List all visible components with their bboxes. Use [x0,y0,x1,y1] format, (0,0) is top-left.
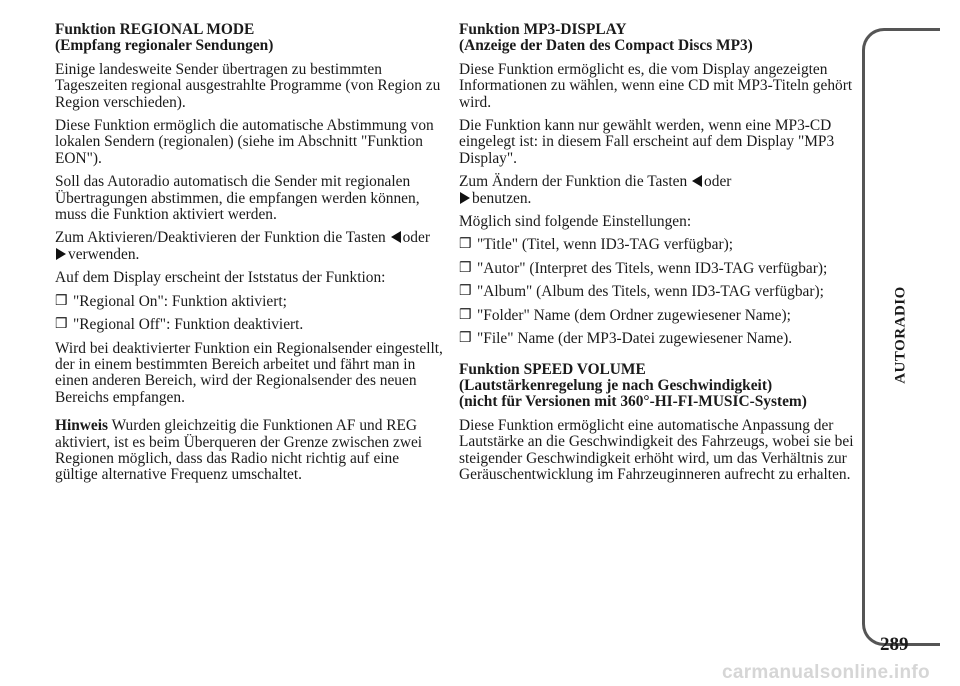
checkbox-bullet-icon: ❒ [459,307,472,323]
heading-subline: (Lautstärkenregelung je nach Geschwindigkeit) [459,376,773,394]
text-fragment: verwenden. [68,245,140,263]
mp3-display-heading [459,22,854,55]
speed-volume-heading [459,362,854,411]
left-column [55,22,445,491]
paragraph-keys [459,174,854,207]
heading-line: Funktion MP3-DISPLAY [459,21,627,38]
list-item [55,317,445,333]
list-item-text: "Album" (Album des Titels, wenn ID3-TAG verfügbar); [477,283,824,301]
list-item [459,331,854,347]
list-item [55,294,445,310]
paragraph: Diese Funktion ermöglich die automatische Abstimmung von lokalen Sendern (regionalen) (siehe im Abschnitt "Funktion EON"). [55,117,434,167]
paragraph: Diese Funktion ermöglicht es, die vom Display angezeigten Informationen zu wählen, wenn eine CD mit MP3-Titeln gehört wird. [459,60,853,111]
paragraph: Soll das Autoradio automatisch die Sender mit regionalen Übertragungen abstimmen, die empfangen werden können, muss die Funktion aktiviert werden. [55,173,420,224]
checkbox-bullet-icon: ❒ [459,284,472,300]
paragraph: Möglich sind folgende Einstellungen: [459,213,692,231]
text-fragment: Zum Aktivieren/Deaktivieren der Funktion die Tasten [55,229,386,247]
text-fragment: oder [704,173,732,191]
paragraph: Diese Funktion ermöglicht eine automatische Anpassung der Lautstärke an die Geschwindigkeit des Fahrzeugs, wobei sie bei steigender Geschwindigkeit erhöht wird, um das Verhältnis zur Geräuschentwicklung im Fahrzeuginneren aufrecht zu erhalten. [459,416,854,483]
list-item-text: "Regional Off": Funktion deaktiviert. [73,316,304,334]
list-item-text: "File" Name (der MP3-Datei zugewiesener Name). [477,330,793,348]
list-item [459,308,854,324]
hint-text: Wurden gleichzeitig die Funktionen AF und REG aktiviert, ist es beim Überqueren der Grenze zwischen zwei Regionen möglich, dass das Radio nicht richtig auf eine gültige alternative Frequenz umschaltet. [55,417,423,484]
paragraph: Wird bei deaktivierter Funktion ein Regionalsender eingestellt, der in einem bestimmten Bereich arbeitet und fährt man in einen anderen Bereich, wird der Regionalsender des neuen Bereichs empfangen. [55,339,443,406]
text-fragment: oder [402,229,430,247]
heading-line: Funktion SPEED VOLUME [459,360,646,378]
right-arrow-icon [460,192,470,204]
list-item [459,284,854,300]
text-fragment: Zum Ändern der Funktion die Tasten [459,173,688,191]
paragraph: Einige landesweite Sender übertragen zu bestimmten Tageszeiten regional ausgestrahlte Programme (von Region zu Region verschieden). [55,60,441,111]
right-column [459,22,854,490]
right-arrow-icon [56,248,66,260]
list-item [459,237,854,253]
paragraph: Auf dem Display erscheint der Iststatus der Funktion: [55,269,386,287]
chapter-tab-label: AUTORADIO [892,286,909,384]
list-item-text: "Regional On": Funktion aktiviert; [73,292,287,310]
heading-subline: (nicht für Versionen mit 360°-HI-FI-MUSIC-System) [459,393,807,411]
checkbox-bullet-icon: ❒ [55,293,68,309]
page-number: 289 [880,634,909,655]
heading-line: Funktion REGIONAL MODE [55,21,255,38]
list-item-text: "Title" (Titel, wenn ID3-TAG verfügbar); [477,236,733,254]
heading-subline: (Anzeige der Daten des Compact Discs MP3) [459,37,753,55]
list-item-text: "Folder" Name (dem Ordner zugewiesener Name); [477,306,791,324]
watermark: carmanualsonline.info [722,662,930,683]
list-item [459,261,854,277]
checkbox-bullet-icon: ❒ [459,331,472,347]
regional-mode-heading [55,22,445,55]
checkbox-bullet-icon: ❒ [55,317,68,333]
checkbox-bullet-icon: ❒ [459,237,472,253]
hint-label: Hinweis [55,417,109,435]
paragraph: Die Funktion kann nur gewählt werden, wenn eine MP3-CD eingelegt ist: in diesem Fall erscheint auf dem Display "MP3 Display". [459,117,835,167]
list-item-text: "Autor" (Interpret des Titels, wenn ID3-TAG verfügbar); [477,259,828,277]
heading-subline: (Empfang regionaler Sendungen) [55,37,274,55]
left-arrow-icon [391,231,401,243]
hint-paragraph [55,418,445,484]
left-arrow-icon [692,175,702,187]
paragraph-keys [55,230,445,263]
text-fragment: benutzen. [472,189,532,207]
checkbox-bullet-icon: ❒ [459,260,472,276]
